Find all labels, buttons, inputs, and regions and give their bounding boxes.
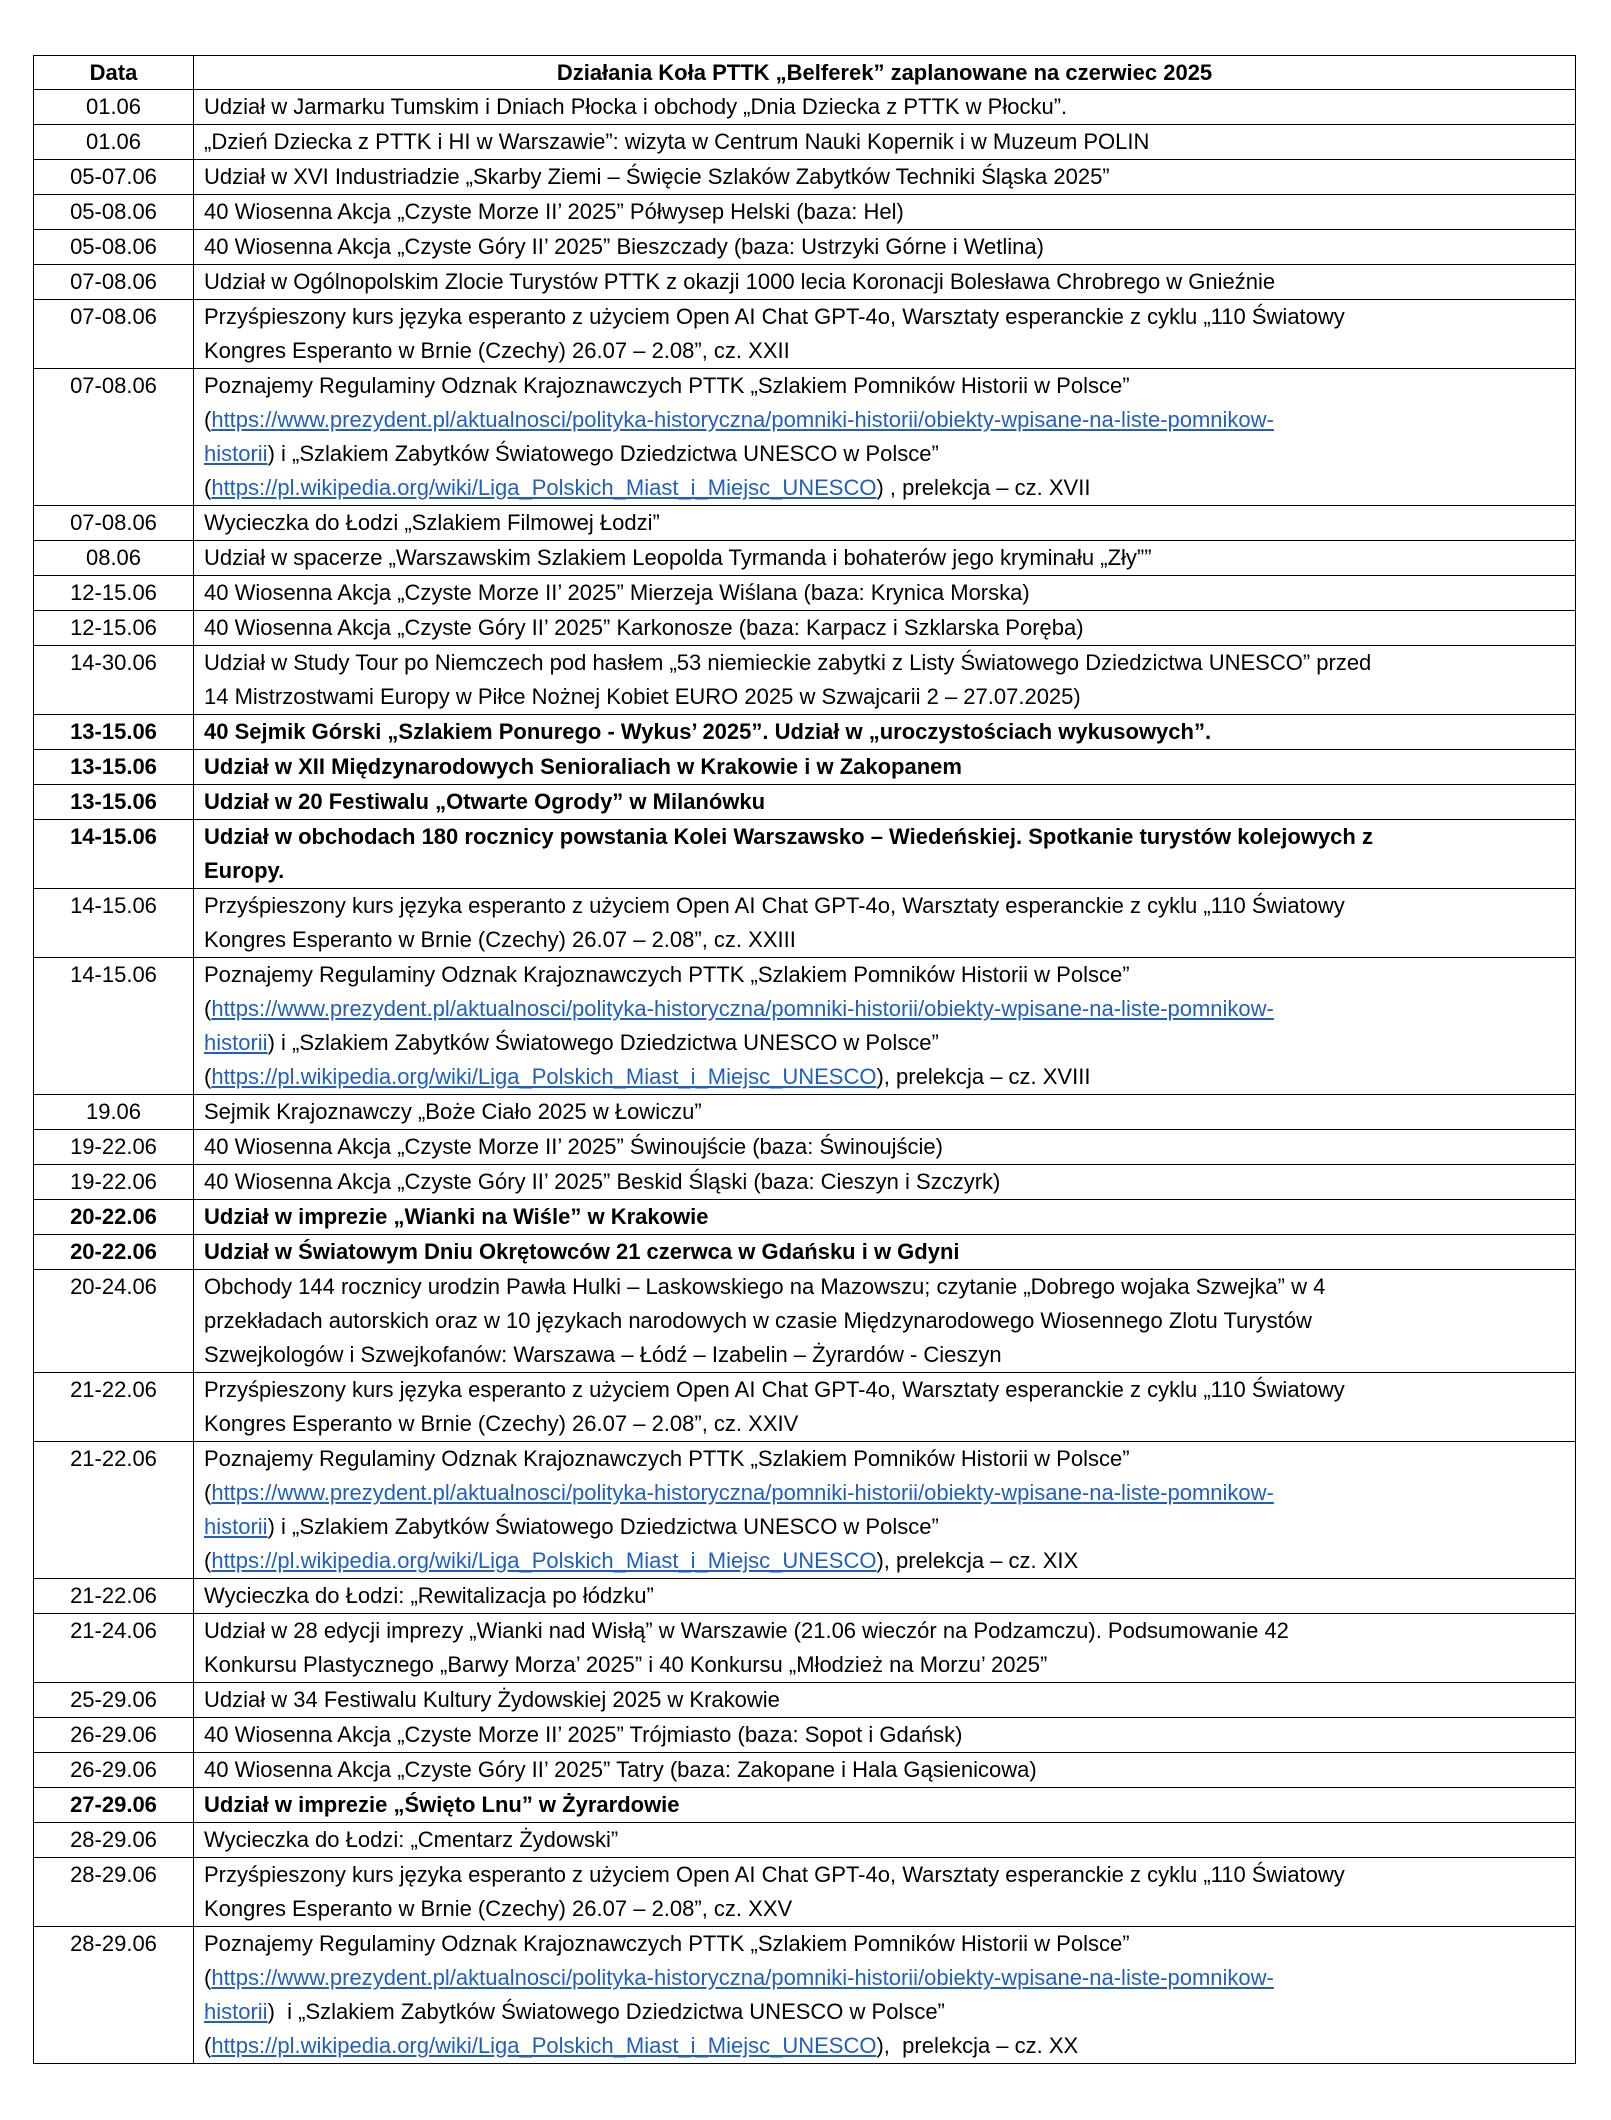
event-description [194, 160, 1576, 195]
description-line [204, 160, 1567, 194]
description-line [204, 750, 1567, 784]
description-line [204, 1648, 1567, 1682]
description-line [204, 403, 1567, 437]
text-segment: Poznajemy Regulaminy Odznak Krajoznawczych PTTK „Szlakiem Pomników Historii w Polsce” [204, 373, 1130, 398]
event-date: 01.06 [34, 90, 194, 125]
description-line [204, 1476, 1567, 1510]
description-line [204, 1060, 1567, 1094]
description-line [204, 1026, 1567, 1060]
event-date: 21-22.06 [34, 1373, 194, 1442]
text-segment: Kongres Esperanto w Brnie (Czechy) 26.07 – 2.08”, cz. XXV [204, 1896, 793, 1921]
text-segment: ), prelekcja – cz. XX [876, 2033, 1079, 2058]
text-segment: Udział w Światowym Dniu Okrętowców 21 czerwca w Gdańsku i w Gdyni [204, 1239, 960, 1264]
event-date: 01.06 [34, 125, 194, 160]
event-description [194, 1614, 1576, 1683]
link[interactable]: https://pl.wikipedia.org/wiki/Liga_Polskich_Miast_i_Miejsc_UNESCO [211, 1064, 877, 1089]
text-segment: Przyśpieszony kurs języka esperanto z użyciem Open AI Chat GPT-4o, Warsztaty esperanckie z cyklu „110 Światowy [204, 304, 1345, 329]
event-date: 21-24.06 [34, 1614, 194, 1683]
text-segment: Kongres Esperanto w Brnie (Czechy) 26.07 – 2.08”, cz. XXIII [204, 927, 796, 952]
event-description [194, 300, 1576, 369]
description-line [204, 195, 1567, 229]
event-description [194, 785, 1576, 820]
description-line [204, 1407, 1567, 1441]
description-line [204, 1200, 1567, 1234]
table-row [34, 1442, 1576, 1579]
description-line [204, 90, 1567, 124]
event-description [194, 1130, 1576, 1165]
table-row [34, 1200, 1576, 1235]
event-description [194, 195, 1576, 230]
description-line [204, 1753, 1567, 1787]
text-segment: Europy. [204, 858, 285, 883]
description-line [204, 471, 1567, 505]
table-row [34, 750, 1576, 785]
text-segment: 40 Wiosenna Akcja „Czyste Morze II’ 2025” Świnoujście (baza: Świnoujście) [204, 1134, 943, 1159]
description-line [204, 1442, 1567, 1476]
event-description [194, 125, 1576, 160]
text-segment: ) i „Szlakiem Zabytków Światowego Dziedzictwa UNESCO w Polsce” [267, 1514, 939, 1539]
event-description [194, 1200, 1576, 1235]
event-date: 07-08.06 [34, 265, 194, 300]
description-line [204, 437, 1567, 471]
description-line [204, 1510, 1567, 1544]
event-description [194, 611, 1576, 646]
text-segment: Kongres Esperanto w Brnie (Czechy) 26.07 – 2.08”, cz. XXIV [204, 1411, 799, 1436]
event-date: 28-29.06 [34, 1858, 194, 1927]
event-date: 28-29.06 [34, 1823, 194, 1858]
text-segment: Udział w XII Międzynarodowych Senioraliach w Krakowie i w Zakopanem [204, 754, 962, 779]
text-segment: Udział w Study Tour po Niemczech pod hasłem „53 niemieckie zabytki z Listy Światowego Dziedzictwa UNESCO” przed [204, 650, 1372, 675]
text-segment: Wycieczka do Łodzi: „Cmentarz Żydowski” [204, 1827, 619, 1852]
text-segment: 40 Wiosenna Akcja „Czyste Morze II’ 2025” Trójmiasto (baza: Sopot i Gdańsk) [204, 1722, 963, 1747]
text-segment: Udział w imprezie „Święto Lnu” w Żyrardowie [204, 1792, 680, 1817]
description-line [204, 506, 1567, 540]
table-header-row [34, 56, 1576, 90]
link[interactable]: https://pl.wikipedia.org/wiki/Liga_Polskich_Miast_i_Miejsc_UNESCO [211, 475, 877, 500]
description-line [204, 992, 1567, 1026]
description-line [204, 820, 1567, 854]
event-date: 07-08.06 [34, 369, 194, 506]
text-segment: Przyśpieszony kurs języka esperanto z użyciem Open AI Chat GPT-4o, Warsztaty esperanckie z cyklu „110 Światowy [204, 1862, 1345, 1887]
event-description [194, 715, 1576, 750]
event-date: 19.06 [34, 1095, 194, 1130]
event-description [194, 1095, 1576, 1130]
text-segment: 40 Sejmik Górski „Szlakiem Ponurego - Wykus’ 2025”. Udział w „uroczystościach wykusowych”. [204, 719, 1212, 744]
description-line [204, 1270, 1567, 1304]
table-row [34, 611, 1576, 646]
text-segment: Poznajemy Regulaminy Odznak Krajoznawczych PTTK „Szlakiem Pomników Historii w Polsce” [204, 1931, 1130, 1956]
text-segment: Udział w 28 edycji imprezy „Wianki nad Wisłą” w Warszawie (21.06 wieczór na Podzamczu). Podsumowanie 42 [204, 1618, 1289, 1643]
description-line [204, 646, 1567, 680]
description-line [204, 334, 1567, 368]
table-row [34, 1614, 1576, 1683]
text-segment: Poznajemy Regulaminy Odznak Krajoznawczych PTTK „Szlakiem Pomników Historii w Polsce” [204, 962, 1130, 987]
event-description [194, 1165, 1576, 1200]
event-description [194, 1235, 1576, 1270]
header-title: Działania Koła PTTK „Belferek” zaplanowane na czerwiec 2025 [194, 56, 1576, 90]
event-description [194, 265, 1576, 300]
text-segment: ) i „Szlakiem Zabytków Światowego Dziedzictwa UNESCO w Polsce” [267, 441, 939, 466]
event-description [194, 1753, 1576, 1788]
text-segment: ), prelekcja – cz. XVIII [876, 1064, 1091, 1089]
description-line [204, 369, 1567, 403]
table-row [34, 1579, 1576, 1614]
table-row [34, 1858, 1576, 1927]
event-description [194, 889, 1576, 958]
event-date: 05-08.06 [34, 230, 194, 265]
event-date: 20-24.06 [34, 1270, 194, 1373]
table-row [34, 1718, 1576, 1753]
table-row [34, 265, 1576, 300]
description-line [204, 785, 1567, 819]
event-description [194, 90, 1576, 125]
event-date: 13-15.06 [34, 785, 194, 820]
event-date: 12-15.06 [34, 611, 194, 646]
text-segment: Udział w 34 Festiwalu Kultury Żydowskiej 2025 w Krakowie [204, 1687, 780, 1712]
event-date: 26-29.06 [34, 1753, 194, 1788]
event-description [194, 1579, 1576, 1614]
description-line [204, 1130, 1567, 1164]
text-segment: 40 Wiosenna Akcja „Czyste Góry II’ 2025” Bieszczady (baza: Ustrzyki Górne i Wetlina) [204, 234, 1044, 259]
event-description [194, 506, 1576, 541]
text-segment: ) i „Szlakiem Zabytków Światowego Dziedzictwa UNESCO w Polsce” [267, 1030, 939, 1055]
event-date: 28-29.06 [34, 1927, 194, 2064]
text-segment: ) i „Szlakiem Zabytków Światowego Dziedzictwa UNESCO w Polsce” [267, 1999, 945, 2024]
description-line [204, 1718, 1567, 1752]
link[interactable]: historii [204, 1514, 268, 1539]
table-row [34, 506, 1576, 541]
description-line [204, 1579, 1567, 1613]
event-description [194, 958, 1576, 1095]
description-line [204, 576, 1567, 610]
description-line [204, 611, 1567, 645]
text-segment: Udział w 20 Festiwalu „Otwarte Ogrody” w Milanówku [204, 789, 766, 814]
description-line [204, 680, 1567, 714]
event-date: 26-29.06 [34, 1718, 194, 1753]
event-date: 12-15.06 [34, 576, 194, 611]
event-description [194, 230, 1576, 265]
event-description [194, 646, 1576, 715]
table-row [34, 300, 1576, 369]
event-date: 07-08.06 [34, 506, 194, 541]
event-description [194, 576, 1576, 611]
table-row [34, 889, 1576, 958]
description-line [204, 715, 1567, 749]
event-description [194, 1927, 1576, 2064]
event-date: 19-22.06 [34, 1165, 194, 1200]
description-line [204, 854, 1567, 888]
link[interactable]: https://www.prezydent.pl/aktualnosci/polityka-historyczna/pomniki-historii/obiekty-wpisane-na-liste-pomnikow- [211, 1480, 1274, 1505]
description-line [204, 1995, 1567, 2029]
schedule-body [34, 90, 1576, 2064]
table-row [34, 160, 1576, 195]
event-description [194, 369, 1576, 506]
event-date: 07-08.06 [34, 300, 194, 369]
text-segment: Udział w Ogólnopolskim Zlocie Turystów PTTK z okazji 1000 lecia Koronacji Bolesława Chrobrego w Gnieźnie [204, 269, 1276, 294]
description-line [204, 2029, 1567, 2063]
text-segment: Konkursu Plastycznego „Barwy Morza’ 2025” i 40 Konkursu „Młodzież na Morzu’ 2025” [204, 1652, 1048, 1677]
description-line [204, 1892, 1567, 1926]
text-segment: Udział w spacerze „Warszawskim Szlakiem Leopolda Tyrmanda i bohaterów jego kryminału „Zły”” [204, 545, 1152, 570]
table-row [34, 820, 1576, 889]
event-date: 05-07.06 [34, 160, 194, 195]
link[interactable]: https://www.prezydent.pl/aktualnosci/polityka-historyczna/pomniki-historii/obiekty-wpisane-na-liste-pomnikow- [211, 1965, 1274, 1990]
text-segment: 40 Wiosenna Akcja „Czyste Góry II’ 2025” Beskid Śląski (baza: Cieszyn i Szczyrk) [204, 1169, 1001, 1194]
table-row [34, 785, 1576, 820]
table-row [34, 369, 1576, 506]
table-row [34, 1235, 1576, 1270]
description-line [204, 1788, 1567, 1822]
event-description [194, 1270, 1576, 1373]
table-row [34, 958, 1576, 1095]
event-date: 14-30.06 [34, 646, 194, 715]
text-segment: Kongres Esperanto w Brnie (Czechy) 26.07 – 2.08”, cz. XXII [204, 338, 790, 363]
text-segment: 14 Mistrzostwami Europy w Piłce Nożnej Kobiet EURO 2025 w Szwajcarii 2 – 27.07.2025) [204, 684, 1081, 709]
event-description [194, 750, 1576, 785]
description-line [204, 125, 1567, 159]
description-line [204, 541, 1567, 575]
table-row [34, 1788, 1576, 1823]
text-segment: przekładach autorskich oraz w 10 językach narodowych w czasie Międzynarodowego Wiosennego Zlotu Turystów [204, 1308, 1312, 1333]
description-line [204, 889, 1567, 923]
table-row [34, 541, 1576, 576]
description-line [204, 1235, 1567, 1269]
text-segment: ( [204, 996, 212, 1021]
event-date: 20-22.06 [34, 1235, 194, 1270]
description-line [204, 1095, 1567, 1129]
text-segment: 40 Wiosenna Akcja „Czyste Góry II’ 2025” Karkonosze (baza: Karpacz i Szklarska Poręba) [204, 615, 1084, 640]
schedule-table [33, 55, 1576, 2064]
text-segment: „Dzień Dziecka z PTTK i HI w Warszawie”: wizyta w Centrum Nauki Kopernik i w Muzeum POLIN [204, 129, 1150, 154]
description-line [204, 1858, 1567, 1892]
text-segment: ( [204, 1064, 212, 1089]
text-segment: 40 Wiosenna Akcja „Czyste Morze II’ 2025” Półwysep Helski (baza: Hel) [204, 199, 904, 224]
table-row [34, 1095, 1576, 1130]
event-date: 27-29.06 [34, 1788, 194, 1823]
event-date: 19-22.06 [34, 1130, 194, 1165]
description-line [204, 230, 1567, 264]
text-segment: 40 Wiosenna Akcja „Czyste Góry II’ 2025” Tatry (baza: Zakopane i Hala Gąsienicowa) [204, 1757, 1037, 1782]
header-date: Data [34, 56, 194, 90]
event-date: 14-15.06 [34, 820, 194, 889]
event-description [194, 1718, 1576, 1753]
description-line [204, 1927, 1567, 1961]
description-line [204, 923, 1567, 957]
event-description [194, 1373, 1576, 1442]
description-line [204, 958, 1567, 992]
link[interactable]: historii [204, 441, 268, 466]
text-segment: ) , prelekcja – cz. XVII [876, 475, 1091, 500]
text-segment: Wycieczka do Łodzi: „Rewitalizacja po łódzku” [204, 1583, 654, 1608]
link[interactable]: historii [204, 1030, 268, 1055]
description-line [204, 1961, 1567, 1995]
link[interactable]: historii [204, 1999, 268, 2024]
event-date: 13-15.06 [34, 750, 194, 785]
table-row [34, 90, 1576, 125]
description-line [204, 1304, 1567, 1338]
text-segment: ( [204, 407, 212, 432]
table-row [34, 1130, 1576, 1165]
event-description [194, 1788, 1576, 1823]
text-segment: ( [204, 475, 212, 500]
table-row [34, 1165, 1576, 1200]
event-date: 21-22.06 [34, 1579, 194, 1614]
event-description [194, 1683, 1576, 1718]
event-date: 08.06 [34, 541, 194, 576]
link[interactable]: https://pl.wikipedia.org/wiki/Liga_Polskich_Miast_i_Miejsc_UNESCO [211, 1548, 877, 1573]
description-line [204, 265, 1567, 299]
table-row [34, 1753, 1576, 1788]
text-segment: Udział w XVI Industriadzie „Skarby Ziemi – Święcie Szlaków Zabytków Techniki Śląska 2025” [204, 164, 1110, 189]
event-description [194, 1858, 1576, 1927]
table-row [34, 125, 1576, 160]
text-segment: Udział w imprezie „Wianki na Wiśle” w Krakowie [204, 1204, 709, 1229]
description-line [204, 1823, 1567, 1857]
text-segment: ( [204, 2033, 212, 2058]
event-date: 13-15.06 [34, 715, 194, 750]
text-segment: Szwejkologów i Szwejkofanów: Warszawa – Łódź – Izabelin – Żyrardów - Cieszyn [204, 1342, 1002, 1367]
text-segment: Przyśpieszony kurs języka esperanto z użyciem Open AI Chat GPT-4o, Warsztaty esperanckie z cyklu „110 Światowy [204, 1377, 1345, 1402]
event-date: 14-15.06 [34, 889, 194, 958]
table-row [34, 1373, 1576, 1442]
event-date: 05-08.06 [34, 195, 194, 230]
event-date: 25-29.06 [34, 1683, 194, 1718]
text-segment: ( [204, 1548, 212, 1573]
event-description [194, 820, 1576, 889]
link[interactable]: https://www.prezydent.pl/aktualnosci/polityka-historyczna/pomniki-historii/obiekty-wpisane-na-liste-pomnikow- [211, 407, 1274, 432]
description-line [204, 1614, 1567, 1648]
text-segment: Poznajemy Regulaminy Odznak Krajoznawczych PTTK „Szlakiem Pomników Historii w Polsce” [204, 1446, 1130, 1471]
description-line [204, 1338, 1567, 1372]
event-description [194, 541, 1576, 576]
event-description [194, 1823, 1576, 1858]
text-segment: Sejmik Krajoznawczy „Boże Ciało 2025 w Łowiczu” [204, 1099, 702, 1124]
text-segment: Udział w obchodach 180 rocznicy powstania Kolei Warszawsko – Wiedeńskiej. Spotkanie turystów kolejowych z [204, 824, 1373, 849]
text-segment: 40 Wiosenna Akcja „Czyste Morze II’ 2025” Mierzeja Wiślana (baza: Krynica Morska) [204, 580, 1030, 605]
link[interactable]: https://pl.wikipedia.org/wiki/Liga_Polskich_Miast_i_Miejsc_UNESCO [211, 2033, 877, 2058]
table-row [34, 1270, 1576, 1373]
table-row [34, 576, 1576, 611]
table-row [34, 1683, 1576, 1718]
text-segment: Przyśpieszony kurs języka esperanto z użyciem Open AI Chat GPT-4o, Warsztaty esperanckie z cyklu „110 Światowy [204, 893, 1345, 918]
table-row [34, 715, 1576, 750]
table-row [34, 1927, 1576, 2064]
description-line [204, 1544, 1567, 1578]
description-line [204, 1373, 1567, 1407]
description-line [204, 300, 1567, 334]
text-segment: Udział w Jarmarku Tumskim i Dniach Płocka i obchody „Dnia Dziecka z PTTK w Płocku”. [204, 94, 1068, 119]
table-row [34, 1823, 1576, 1858]
text-segment: Obchody 144 rocznicy urodzin Pawła Hulki – Laskowskiego na Mazowszu; czytanie „Dobrego wojaka Szwejka” w 4 [204, 1274, 1326, 1299]
event-date: 21-22.06 [34, 1442, 194, 1579]
text-segment: Wycieczka do Łodzi „Szlakiem Filmowej Łodzi” [204, 510, 660, 535]
text-segment: ( [204, 1480, 212, 1505]
text-segment: ), prelekcja – cz. XIX [876, 1548, 1079, 1573]
link[interactable]: https://www.prezydent.pl/aktualnosci/polityka-historyczna/pomniki-historii/obiekty-wpisane-na-liste-pomnikow- [211, 996, 1274, 1021]
description-line [204, 1165, 1567, 1199]
text-segment: ( [204, 1965, 212, 1990]
event-date: 14-15.06 [34, 958, 194, 1095]
event-date: 20-22.06 [34, 1200, 194, 1235]
table-row [34, 195, 1576, 230]
event-description [194, 1442, 1576, 1579]
table-row [34, 646, 1576, 715]
description-line [204, 1683, 1567, 1717]
table-row [34, 230, 1576, 265]
